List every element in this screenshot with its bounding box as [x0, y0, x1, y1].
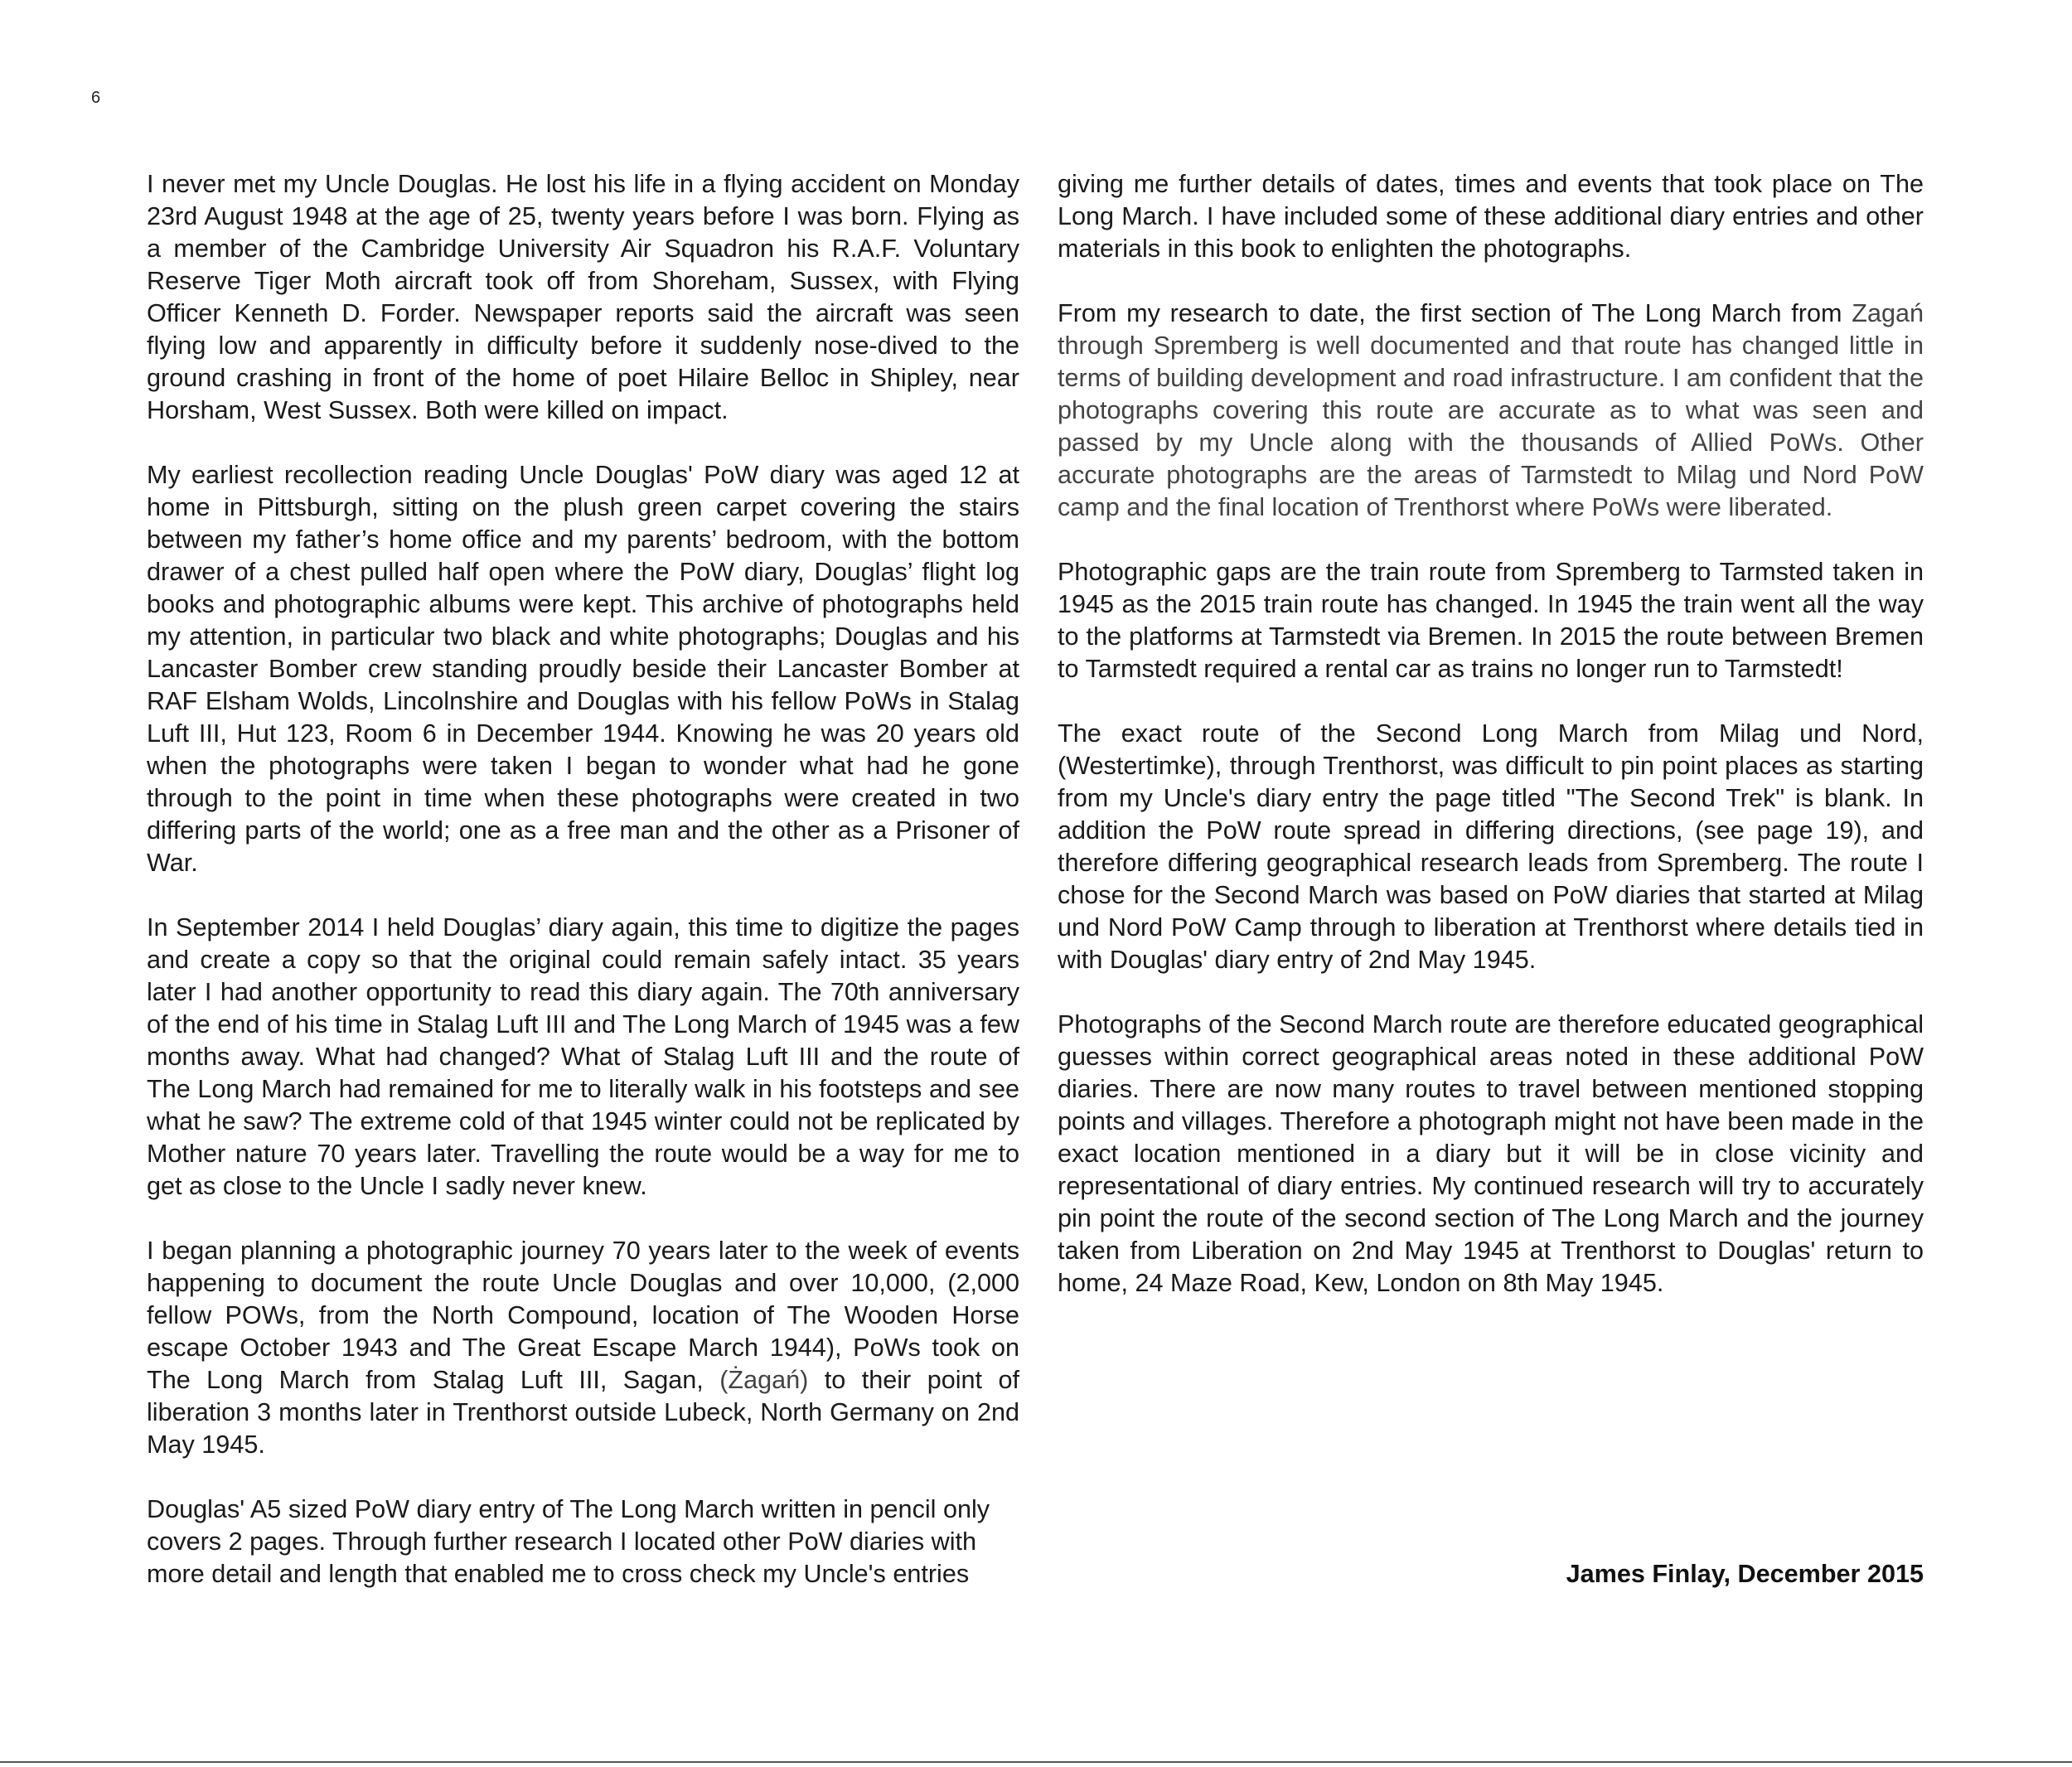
paragraph-diary-entry: Douglas' A5 sized PoW diary entry of The Long March written in pencil only covers 2 pages. Through further research I located other PoW diaries with more detail and length that enabled me to cross check my Uncle's entries — [147, 1495, 990, 1588]
left-column — [147, 168, 1019, 1590]
planning-text-end: to their point of liberation 3 months later in Trenthorst outside Lubeck, North Germany on 2nd May 1945. — [147, 1366, 1019, 1459]
right-column — [1058, 168, 1924, 1300]
research-text-grey: Zagań through Spremberg is well documented and that route has changed little in terms of building development and road infrastructure. I am confident that the photographs covering this route are accurate as to what was seen and passed by my Uncle along with the thousands of Allied PoWs. Other accurate photographs are the areas of Tarmstedt to Milag und Nord PoW camp and the final location of Trenthorst where PoWs were liberated. — [1058, 299, 1924, 521]
research-text-start: From my research to date, the first section of The Long March from — [1058, 299, 1852, 327]
paragraph-further-details: giving me further details of dates, times and events that took place on The Long March. I have included some of these additional diary entries and other materials in this book to enlighten the photographs. — [1058, 170, 1924, 263]
paragraph-digitize-diary: In September 2014 I held Douglas’ diary again, this time to digitize the pages and create a copy so that the original could remain safely intact. 35 years later I had another opportunity to read this diary again. The 70th anniversary of the end of his time in Stalag Luft III and The Long March of 1945 was a few months away. What had changed? What of Stalag Luft III and the route of The Long March had remained for me to literally walk in his footsteps and see what he saw? The extreme cold of that 1945 winter could not be replicated by Mother nature 70 years later. Travelling the route would be a way for me to get as close to the Uncle I sadly never knew. — [147, 913, 1019, 1200]
paragraph-photographic-gaps: Photographic gaps are the train route from Spremberg to Tarmsted taken in 1945 as the 2015 train route has changed. In 1945 the train went all the way to the platforms at Tarmstedt via Bremen. In 2015 the route between Bremen to Tarmstedt required a rental car as trains no longer run to Tarmstedt! — [1058, 558, 1924, 683]
page-number: 6 — [91, 89, 101, 107]
paragraph-uncle-accident: I never met my Uncle Douglas. He lost his life in a flying accident on Monday 23rd August 1948 at the age of 25, twenty years before I was born. Flying as a member of the Cambridge University Air Squadron his R.A.F. Voluntary Reserve Tiger Moth aircraft took off from Shoreham, Sussex, with Flying Officer Kenneth D. Forder. Newspaper reports said the aircraft was seen flying low and apparently in difficulty before it suddenly nose-dived to the ground crashing in front of the home of poet Hilaire Belloc in Shipley, near Horsham, West Sussex. Both were killed on impact. — [147, 170, 1019, 424]
paragraph-educated-guesses: Photographs of the Second March route are therefore educated geographical guesses within correct geographical areas noted in these additional PoW diaries. There are now many routes to travel between mentioned stopping points and villages. Therefore a photograph might not have been made in the exact location mentioned in a diary but it will be in close vicinity and representational of diary entries. My continued research will try to accurately pin point the route of the second section of The Long March and the journey taken from Liberation on 2nd May 1945 at Trenthorst to Douglas' return to home, 24 Maze Road, Kew, London on 8th May 1945. — [1058, 1010, 1924, 1297]
paragraph-research-first-section — [1058, 298, 1924, 524]
paragraph-planning-journey — [147, 1235, 1019, 1461]
zagan-name: (Żagań) — [719, 1366, 809, 1394]
planning-text-start: I began planning a photographic journey 70 years later to the week of events happening to document the route Uncle Douglas and over 10,000, (2,000 fellow POWs, from the North Compound, location of The Wooden Horse escape October 1943 and The Great Escape March 1944), PoWs took on The Long March from Stalag Luft III, Sagan, — [147, 1237, 1019, 1394]
author-signature: James Finlay, December 2015 — [1566, 1560, 1924, 1588]
paragraph-earliest-recollection: My earliest recollection reading Uncle Douglas' PoW diary was aged 12 at home in Pittsburgh, sitting on the plush green carpet covering the stairs between my father’s home office and my parents’ bedroom, with the bottom drawer of a chest pulled half open where the PoW diary, Douglas’ flight log books and photographic albums were kept. This archive of photographs held my attention, in particular two black and white photographs; Douglas and his Lancaster Bomber crew standing proudly beside their Lancaster Bomber at RAF Elsham Wolds, Lincolnshire and Douglas with his fellow PoWs in Stalag Luft III, Hut 123, Room 6 in December 1944. Knowing he was 20 years old when the photographs were taken I began to wonder what had he gone through to the point in time when these photographs were created in two differing parts of the world; one as a free man and the other as a Prisoner of War. — [147, 461, 1019, 877]
paragraph-second-march-route: The exact route of the Second Long March from Milag und Nord, (Westertimke), through Trenthorst, was difficult to pin point places as starting from my Uncle's diary entry the page titled "The Second Trek" is blank. In addition the PoW route spread in differing directions, (see page 19), and therefore differing geographical research leads from Spremberg. The route I chose for the Second March was based on PoW diaries that started at Milag und Nord PoW Camp through to liberation at Trenthorst where details tied in with Douglas' diary entry of 2nd May 1945. — [1058, 719, 1924, 974]
bottom-divider — [0, 1761, 2072, 1763]
